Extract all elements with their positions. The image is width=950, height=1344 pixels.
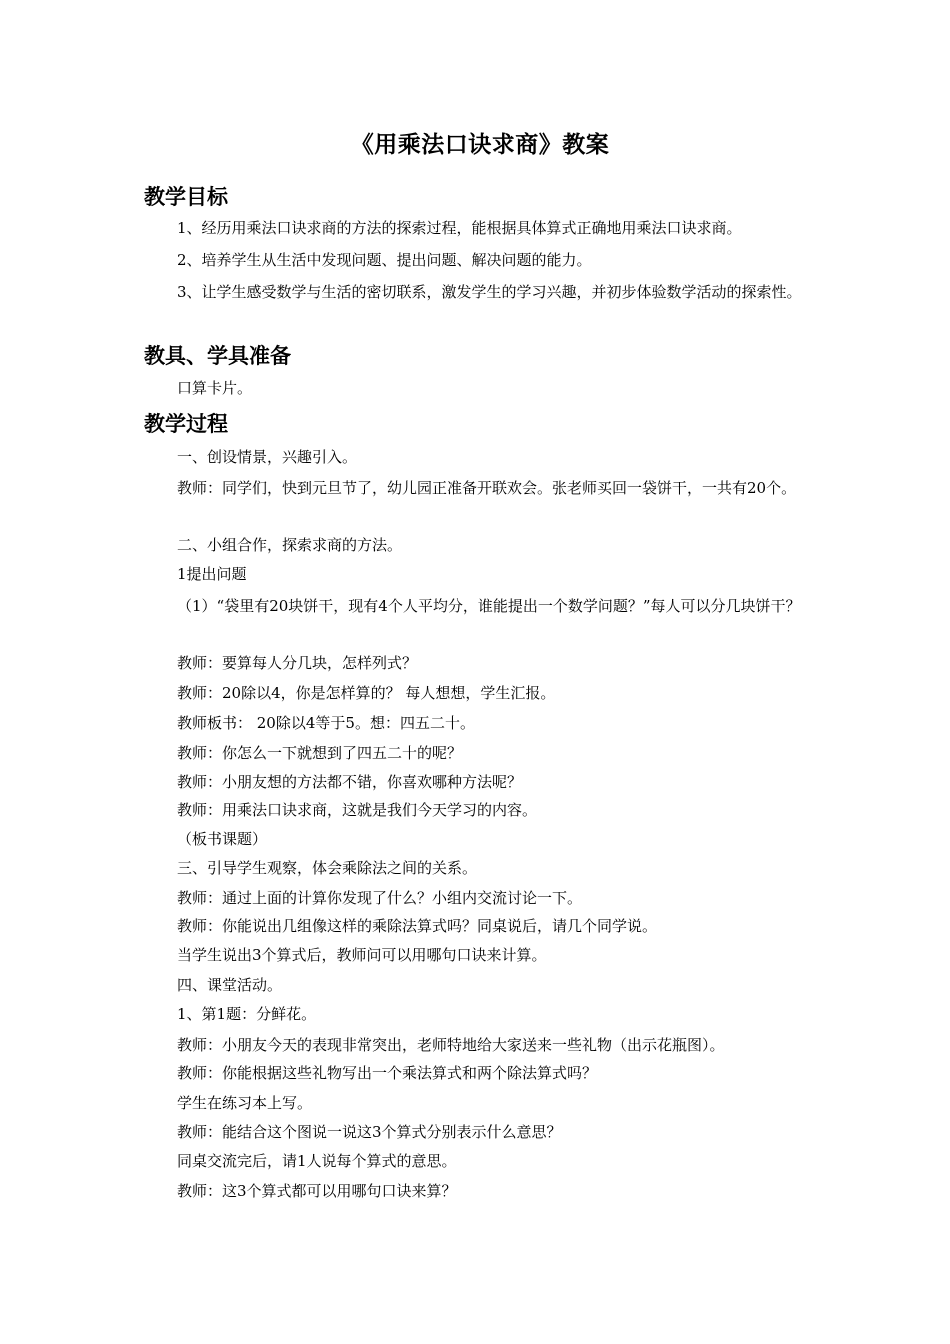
process-line: 教师：你能说出几组像这样的乘除法算式吗？同桌说后，请几个同学说。 [177,917,658,935]
section-heading-materials: 教具、学具准备 [144,344,291,368]
process-line: 教师：能结合这个图说一说这3个算式分别表示什么意思？ [177,1123,562,1141]
process-line: 1、第1题：分鲜花。 [177,1005,317,1023]
process-line: 学生在练习本上写。 [177,1094,313,1112]
process-line: 教师：这3个算式都可以用哪句口诀来算？ [177,1182,457,1200]
process-line: 三、引导学生观察，体会乘除法之间的关系。 [177,859,478,877]
process-line: 二、小组合作，探索求商的方法。 [177,536,403,554]
goal-item-2: 2、培养学生从生活中发现问题、提出问题、解决问题的能力。 [177,251,592,269]
process-line: 同桌交流完后，请1人说每个算式的意思。 [177,1152,457,1170]
process-line: 教师：你怎么一下就想到了四五二十的呢？ [177,744,463,762]
goal-item-3: 3、让学生感受数学与生活的密切联系，激发学生的学习兴趣，并初步体验数学活动的探索性。 [177,283,802,301]
process-line: 教师：同学们，快到元旦节了，幼儿园正准备开联欢会。张老师买回一袋饼干，一共有20个。 [177,479,797,497]
process-line: 教师：通过上面的计算你发现了什么？小组内交流讨论一下。 [177,889,583,907]
process-line: 当学生说出3个算式后，教师问可以用哪句口诀来计算。 [177,946,547,964]
document-title: 《用乘法口诀求商》教案 [350,132,610,158]
process-line: 教师：小朋友想的方法都不错，你喜欢哪种方法呢？ [177,773,523,791]
process-line: 教师板书： 20除以4等于5。想：四五二十。 [177,714,475,732]
process-line: 四、课堂活动。 [177,976,283,994]
process-line: （板书课题） [177,830,268,848]
materials-item-1: 口算卡片。 [177,379,253,397]
process-line: 教师：要算每人分几块，怎样列式？ [177,654,418,672]
process-line: 教师：20除以4，你是怎样算的？ 每人想想，学生汇报。 [177,684,556,702]
process-line: 教师：小朋友今天的表现非常突出，老师特地给大家送来一些礼物（出示花瓶图）。 [177,1036,725,1054]
process-line: 1提出问题 [177,565,247,583]
section-heading-goals: 教学目标 [144,185,228,209]
section-heading-process: 教学过程 [144,412,228,436]
process-line: 教师：你能根据这些礼物写出一个乘法算式和两个除法算式吗？ [177,1064,598,1082]
process-line: （1）“袋里有20块饼干，现有4个人平均分，谁能提出一个数学问题？”每人可以分几块饼干？ [177,597,801,615]
goal-item-1: 1、经历用乘法口诀求商的方法的探索过程，能根据具体算式正确地用乘法口诀求商。 [177,219,742,237]
process-line: 教师：用乘法口诀求商，这就是我们今天学习的内容。 [177,801,538,819]
process-line: 一、创设情景，兴趣引入。 [177,448,358,466]
